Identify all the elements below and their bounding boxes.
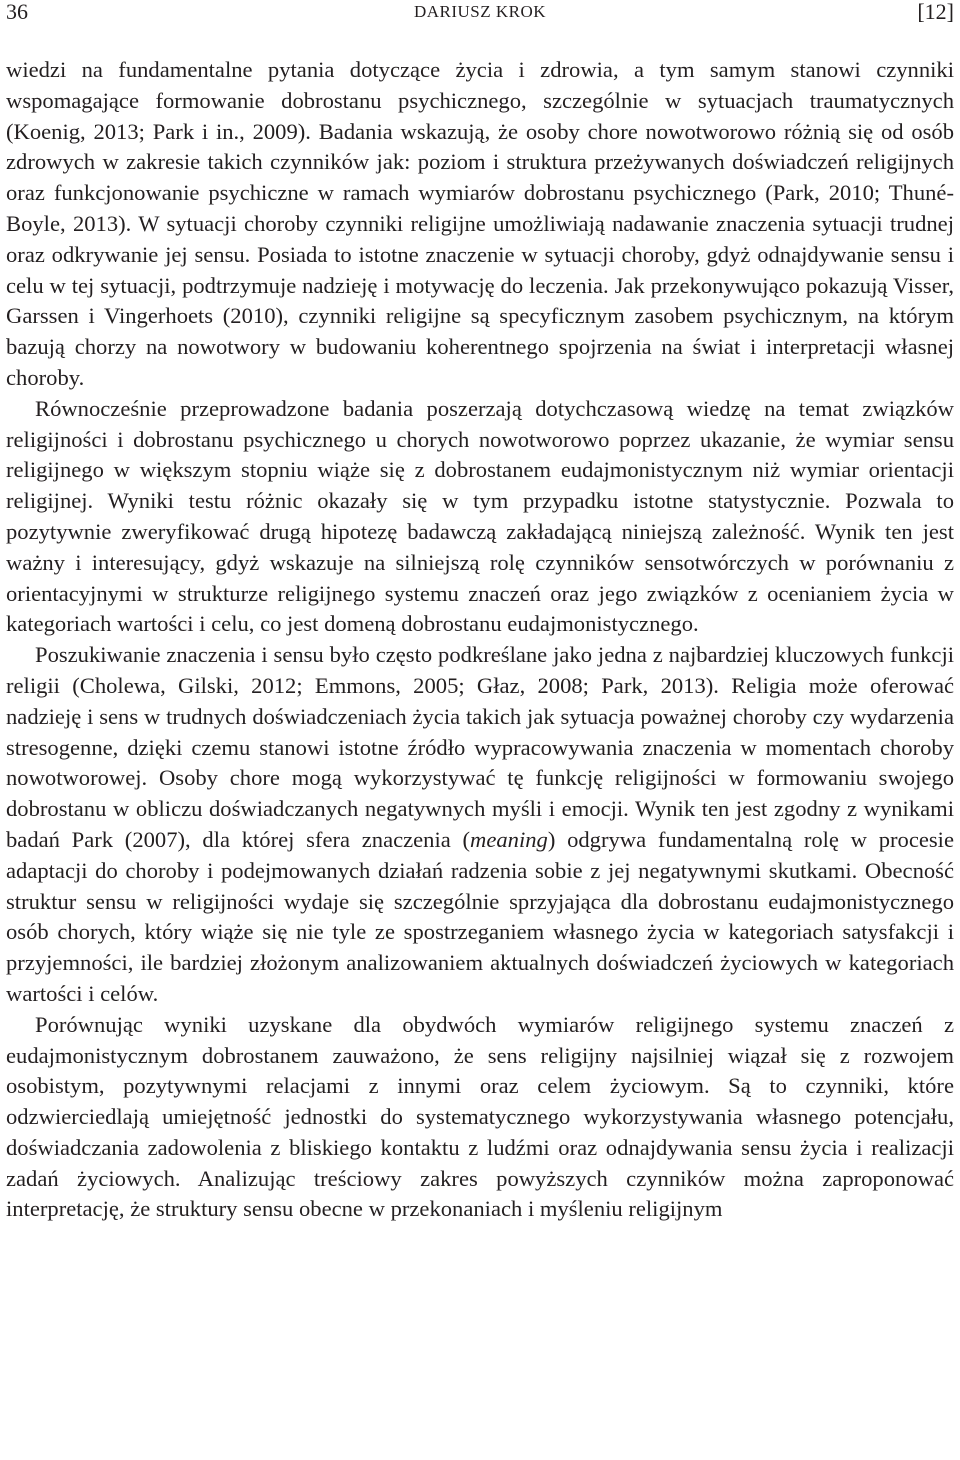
- running-head-author: DARIUSZ KROK: [413, 2, 547, 21]
- article-body: [6, 55, 954, 1225]
- paragraph-text: ) odgrywa fundamentalną rolę w procesie adaptacji do choroby i podejmowanych działań radzenia sobie z jej negatywnymi skutkami. Obecność struktur sensu w religijności wydaje się szczególnie sprzyjająca dla dobrostanu eudajmonistycznego osób chorych, który wiąże się nie tyle ze spostrzeganiem własnego życia w kategoriach satysfakcji i przyjemności, ile bardziej złożonym analizowaniem aktualnych doświadczeń życiowych w kategoriach wartości i celów.: [6, 826, 954, 1006]
- italic-term: meaning: [470, 826, 548, 852]
- paragraph-continuation: wiedzi na fundamentalne pytania dotyczące życia i zdrowia, a tym samym stanowi czynniki wspomagające formowanie dobrostanu psychicznego, szczególnie w sytuacjach traumatycznych (Koenig, 2013; Park i in., 2009). Badania wskazują, że osoby chore nowotworowo różnią się od osób zdrowych w zakresie takich czynników jak: poziom i struktura przeżywanych doświadczeń religijnych oraz funkcjonowanie psychiczne w ramach wymiarów dobrostanu psychicznego (Park, 2010; Thuné-Boyle, 2013). W sytuacji choroby czynniki religijne umożliwiają nadawanie znaczenia sytuacji trudnej oraz odkrywanie jej sensu. Posiada to istotne znaczenie w sytuacji choroby, gdyż odnajdywanie sensu i celu w tej sytuacji, podtrzymuje nadzieję i motywację do leczenia. Jak przekonywująco pokazują Visser, Garssen i Vingerhoets (2010), czynniki religijne są specyficznym zasobem psychicznym, na którym bazują chorzy na nowotwory w budowaniu koherentnego spojrzenia na świat i interpretacji własnej choroby.: [6, 57, 954, 390]
- page-number: 36: [6, 0, 28, 24]
- section-reference: [12]: [917, 0, 954, 24]
- paragraph: Porównując wyniki uzyskane dla obydwóch wymiarów religijnego systemu znaczeń z eudajmonistycznym dobrostanem zauważono, że sens religijny najsilniej wiązał się z rozwojem osobistym, pozytywnymi relacjami z innymi oraz celem życiowym. Są to czynniki, które odzwierciedlają umiejętność jednostki do systematycznego wykorzystywania własnego potencjału, doświadczania zadowolenia z bliskiego kontaktu z ludźmi oraz odnajdywania sensu życia i realizacji zadań życiowych. Analizując treściowy zakres powyższych czynników można zaproponować interpretację, że struktury sensu obecne w przekonaniach i myśleniu religijnym: [6, 1011, 954, 1222]
- paragraph: Równocześnie przeprowadzone badania poszerzają dotychczasową wiedzę na temat związków religijności i dobrostanu psychicznego u chorych nowotworowo poprzez ukazanie, że wymiar sensu religijnego w większym stopniu wiąże się z dobrostanem eudajmonistycznym niż wymiar orientacji religijnej. Wyniki testu różnic okazały się w tym przypadku istotne statystycznie. Pozwala to pozytywnie zweryfikować drugą hipotezę badawczą zakładającą niniejszą zależność. Wynik ten jest ważny i interesujący, gdyż wskazuje na silniejszą rolę czynników sensotwórczych w porównaniu z orientacyjnymi w strukturze religijnego systemu znaczeń oraz jego związków z ocenianiem życia w kategoriach wartości i celu, co jest domeną dobrostanu eudajmonistycznego.: [6, 395, 954, 637]
- paragraph-text: Poszukiwanie znaczenia i sensu było często podkreślane jako jedna z najbardziej kluczowych funkcji religii (Cholewa, Gilski, 2012; Emmons, 2005; Głaz, 2008; Park, 2013). Religia może oferować nadzieję i sens w trudnych doświadczeniach życia takich jak sytuacja poważnej choroby czy wydarzenia stresogenne, dzięki czemu stanowi istotne źródło wypracowywania znaczenia w momentach choroby nowotworowej. Osoby chore mogą wykorzystywać tę funkcję religijności w formowaniu swojego dobrostanu w obliczu doświadczanych negatywnych myśli i emocji. Wynik ten jest zgodny z wynikami badań Park (2007), dla której sfera znaczenia (: [6, 642, 954, 852]
- paragraph: [6, 640, 954, 1010]
- page-header: [0, 0, 960, 24]
